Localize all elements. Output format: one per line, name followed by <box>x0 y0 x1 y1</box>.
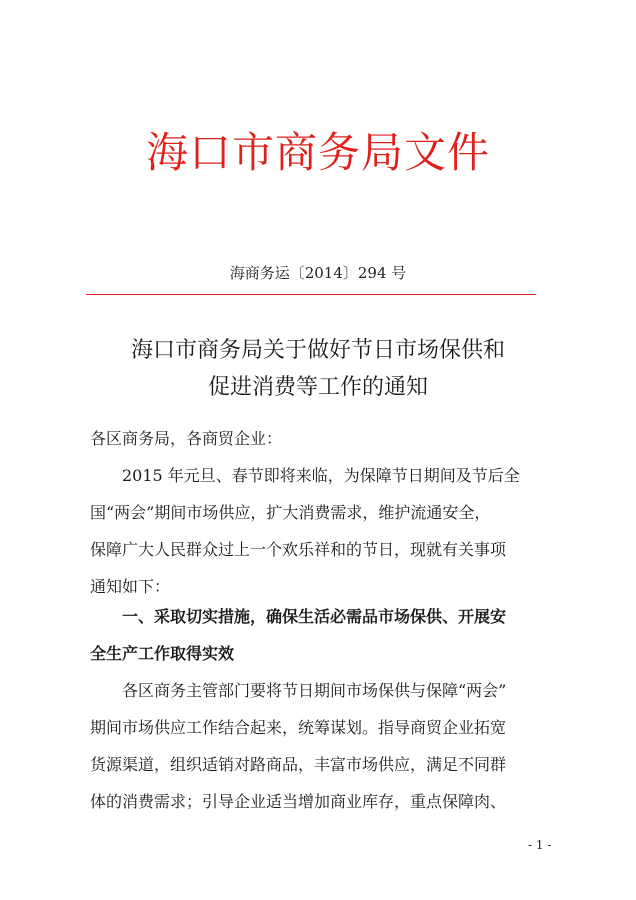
page-number: - 1 - <box>528 838 552 852</box>
paragraph-1-line: 国“两会”期间市场供应，扩大消费需求，维护流通安全， <box>90 503 491 522</box>
notice-title <box>0 336 636 410</box>
paragraph-1-line: 保障广大人民群众过上一个欢乐祥和的节日，现就有关事项 <box>90 540 507 559</box>
notice-title-line-1: 海口市商务局关于做好节日市场保供和 <box>130 338 505 363</box>
paragraph-1-line: 2015 年元旦、春节即将来临，为保障节日期间及节后全 <box>122 466 520 485</box>
paragraph-2-line: 体的消费需求；引导企业适当增加商业库存，重点保障肉、 <box>90 792 507 811</box>
paragraph-2 <box>90 672 550 820</box>
notice-title-line-2: 促进消费等工作的通知 <box>207 375 428 400</box>
paragraph-1 <box>90 457 550 605</box>
paragraph-2-line: 各区商务主管部门要将节日期间市场保供与保障“两会” <box>122 681 507 700</box>
section-heading-1-line: 全生产工作取得实效 <box>90 644 235 663</box>
document-header-title: 海口市商务局文件 <box>145 128 490 177</box>
paragraph-2-line: 货源渠道，组织适销对路商品，丰富市场供应，满足不同群 <box>90 755 507 774</box>
header-divider-line <box>86 294 536 295</box>
document-number: 海商务运〔2014〕294 号 <box>229 264 407 282</box>
paragraph-1-line: 通知如下： <box>90 577 171 596</box>
section-heading-1-line: 一、采取切实措施，确保生活必需品市场保供、开展安 <box>122 607 507 626</box>
section-heading-1 <box>90 598 550 672</box>
salutation: 各区商务局，各商贸企业： <box>90 429 283 448</box>
paragraph-2-line: 期间市场供应工作结合起来，统筹谋划。指导商贸企业拓宽 <box>90 718 507 737</box>
